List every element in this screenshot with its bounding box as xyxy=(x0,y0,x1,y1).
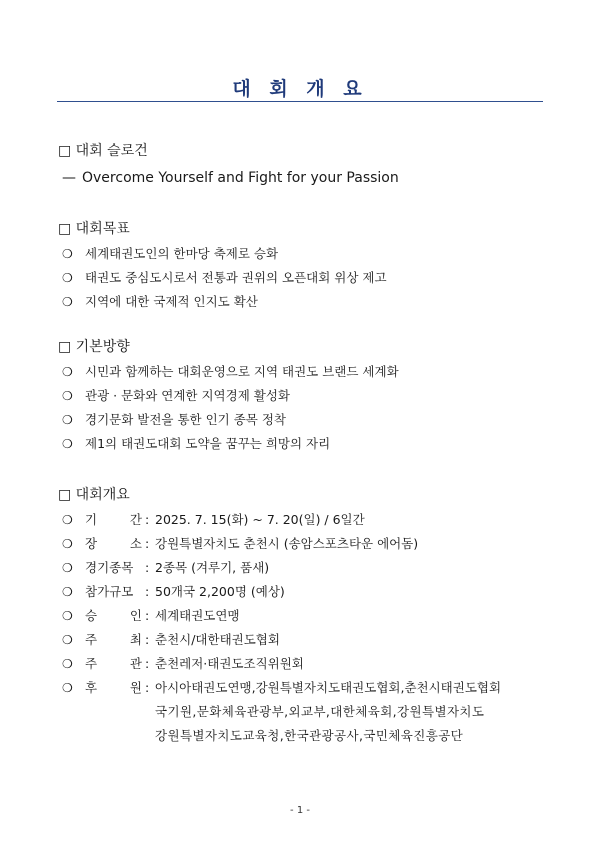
bullet-icon: ❍ xyxy=(62,247,73,261)
overview-value: 2종목 (겨루기, 품새) xyxy=(155,560,270,575)
sponsor-line: 국기원,문화체육관광부,외교부,대한체육회,강원특별자치도 xyxy=(155,704,485,719)
overview-label: 장 소 xyxy=(85,536,142,551)
bullet-icon: ❍ xyxy=(62,561,73,575)
bullet-icon: ❍ xyxy=(62,513,73,527)
bullet-icon: ❍ xyxy=(62,609,73,623)
sponsor-line: 강원특별자치도교육청,한국관광공사,국민체육진흥공단 xyxy=(155,728,464,743)
overview-value: 강원특별자치도 춘천시 (송암스포츠타운 에어돔) xyxy=(155,536,419,551)
overview-label: 주 관 xyxy=(85,656,142,671)
overview-value: 세계태권도연맹 xyxy=(155,608,240,623)
bullet-icon: ❍ xyxy=(62,681,73,695)
list-item: ❍ 세계태권도인의 한마당 축제로 승화 xyxy=(58,242,548,266)
page-number: - 1 - xyxy=(290,805,310,816)
bullet-icon: ❍ xyxy=(62,585,73,599)
overview-label: 참가규모 xyxy=(85,584,134,599)
overview-value: 춘천레저·태권도조직위원회 xyxy=(155,656,304,671)
direction-heading: □ 기본방향 xyxy=(58,339,130,355)
overview-value: 50개국 2,200명 (예상) xyxy=(155,584,285,599)
overview-row-sanction: ❍ 승 인 : 세계태권도연맹 xyxy=(58,604,558,628)
list-item: ❍ 관광 · 문화와 연계한 지역경제 활성화 xyxy=(58,384,548,408)
list-item: ❍ 경기문화 발전을 통한 인기 종목 정착 xyxy=(58,408,548,432)
sponsor-line: 아시아태권도연맹,강원특별자치도태권도협회,춘천시태권도협회 xyxy=(155,680,502,695)
overview-row-host: ❍ 주 최 : 춘천시/대한태권도협회 xyxy=(58,628,558,652)
overview-value: 춘천시/대한태권도협회 xyxy=(155,632,280,647)
overview-row-organizer: ❍ 주 관 : 춘천레저·태권도조직위원회 xyxy=(58,652,558,676)
overview-label: 주 최 xyxy=(85,632,142,647)
list-item: ❍ 시민과 함께하는 대회운영으로 지역 태권도 브랜드 세계화 xyxy=(58,360,548,384)
bullet-icon: ❍ xyxy=(62,413,73,427)
bullet-icon: ❍ xyxy=(62,365,73,379)
title-underline xyxy=(57,101,543,102)
bullet-icon: ❍ xyxy=(62,633,73,647)
overview-section xyxy=(58,484,558,748)
bullet-icon: ❍ xyxy=(62,437,73,451)
list-item: ❍ 제1의 태권도대회 도약을 꿈꾸는 희망의 자리 xyxy=(58,432,548,456)
overview-label: 후 원 xyxy=(85,680,142,695)
overview-label: 기 간 xyxy=(85,512,142,527)
overview-row-sponsor: ❍ 후 원 : 아시아태권도연맹,강원특별자치도태권도협회,춘천시태권도협회 국기원,문화체육관광부,외교부,대한체육회,강원특별자치도 강원특별자치도교육청,한국관광공사,국민체육진흥공단 xyxy=(58,676,558,748)
slogan-section xyxy=(58,140,548,190)
goals-section xyxy=(58,218,548,314)
list-item: ❍ 지역에 대한 국제적 인지도 확산 xyxy=(58,290,548,314)
bullet-icon: ❍ xyxy=(62,657,73,671)
overview-row-events: ❍ 경기종목 : 2종목 (겨루기, 품새) xyxy=(58,556,558,580)
overview-row-period: ❍ 기 간 : 2025. 7. 15(화) ~ 7. 20(일) / 6일간 xyxy=(58,508,558,532)
slogan-heading: □ 대회 슬로건 xyxy=(58,143,148,159)
slogan-text: Overcome Yourself and Fight for your Passion xyxy=(82,170,399,186)
slogan-line xyxy=(58,166,548,190)
overview-label: 승 인 xyxy=(85,608,142,623)
bullet-icon: ❍ xyxy=(62,271,73,285)
goals-heading: □ 대회목표 xyxy=(58,221,130,237)
overview-value: 2025. 7. 15(화) ~ 7. 20(일) / 6일간 xyxy=(155,512,365,527)
dash-mark: — xyxy=(62,170,76,186)
overview-label: 경기종목 xyxy=(85,560,134,575)
bullet-icon: ❍ xyxy=(62,537,73,551)
page-title: 대 회 개 요 xyxy=(232,78,368,100)
overview-row-scale: ❍ 참가규모 : 50개국 2,200명 (예상) xyxy=(58,580,558,604)
bullet-icon: ❍ xyxy=(62,389,73,403)
overview-row-venue: ❍ 장 소 : 강원특별자치도 춘천시 (송암스포츠타운 에어돔) xyxy=(58,532,558,556)
direction-section xyxy=(58,336,548,456)
overview-heading: □ 대회개요 xyxy=(58,487,130,503)
bullet-icon: ❍ xyxy=(62,295,73,309)
list-item: ❍ 태권도 중심도시로서 전통과 권위의 오픈대회 위상 제고 xyxy=(58,266,548,290)
